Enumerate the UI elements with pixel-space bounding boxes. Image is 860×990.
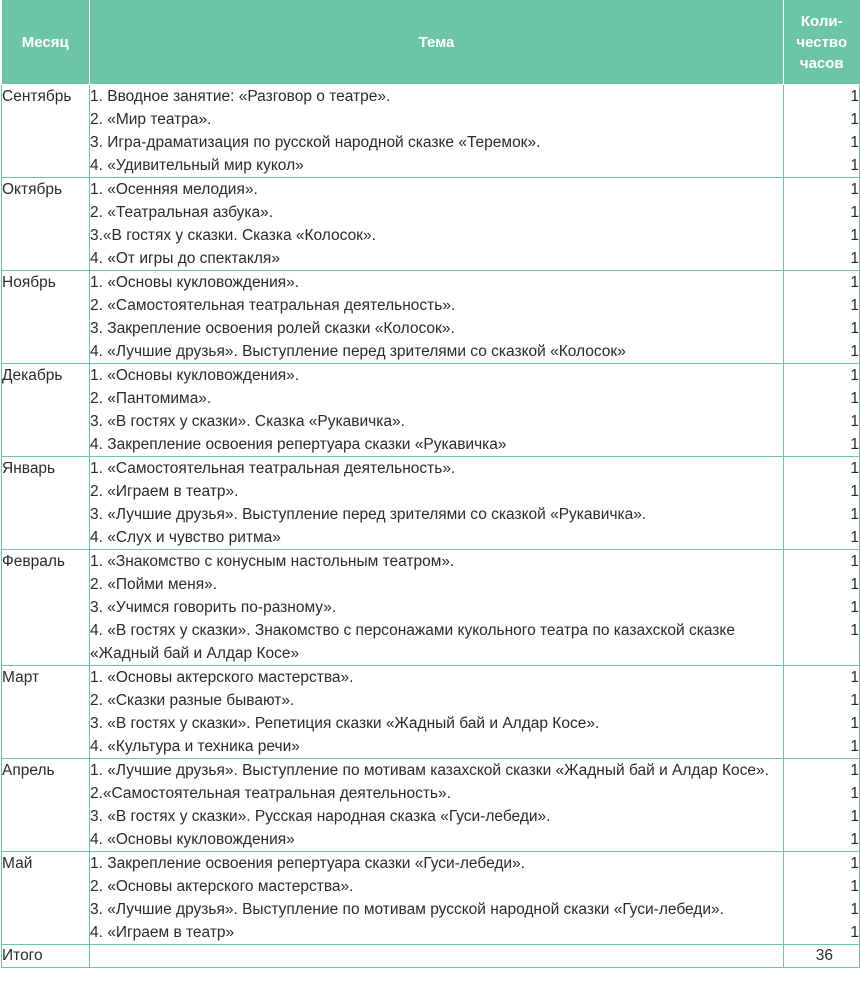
table-row xyxy=(2,666,860,759)
table-row xyxy=(2,364,860,457)
topic-line: 1. «Основы кукловождения». xyxy=(90,367,300,384)
topic-line: 2. «Сказки разные бывают». xyxy=(90,692,295,709)
hours-value: 1 xyxy=(850,181,859,198)
table-row xyxy=(2,178,860,271)
topic-line: 4. «Удивительный мир кукол» xyxy=(90,157,304,174)
topic-line: 2. «Пантомима». xyxy=(90,390,212,407)
hours-value: 1 xyxy=(850,529,859,546)
table-row xyxy=(2,457,860,550)
topic-line: 4. «Слух и чувство ритма» xyxy=(90,529,281,546)
hours-cell xyxy=(784,85,860,178)
hours-value: 1 xyxy=(850,297,859,314)
hours-value: 1 xyxy=(850,506,859,523)
hours-cell xyxy=(784,457,860,550)
month-cell: Ноябрь xyxy=(2,271,90,364)
topic-line: 1. Закрепление освоения репертуара сказки «Гуси-лебеди». xyxy=(90,855,525,872)
lesson-plan-table xyxy=(1,0,860,968)
hours-cell xyxy=(784,364,860,457)
topics-cell xyxy=(90,178,784,271)
total-hours: 36 xyxy=(784,945,860,968)
topic-line: 3. «В гостях у сказки». Репетиция сказки «Жадный бай и Алдар Косе». xyxy=(90,715,600,732)
month-cell: Февраль xyxy=(2,550,90,666)
hours-value: 1 xyxy=(850,390,859,407)
table-row xyxy=(2,85,860,178)
hours-cell xyxy=(784,759,860,852)
topic-line: 1. «Знакомство с конусным настольным театром». xyxy=(90,553,455,570)
hours-value: 1 xyxy=(850,738,859,755)
hours-value: 1 xyxy=(850,808,859,825)
topics-cell xyxy=(90,364,784,457)
topic-line: 1. Вводное занятие: «Разговор о театре». xyxy=(90,88,391,105)
table-header xyxy=(2,0,860,85)
table-row xyxy=(2,759,860,852)
topics-cell xyxy=(90,852,784,945)
table-row xyxy=(2,550,860,666)
hours-value: 1 xyxy=(850,553,859,570)
hours-value: 1 xyxy=(850,622,859,639)
hours-value: 1 xyxy=(850,250,859,267)
hours-value: 1 xyxy=(850,669,859,686)
topic-line: 2.«Самостоятельная театральная деятельность». xyxy=(90,785,451,802)
hours-value: 1 xyxy=(850,88,859,105)
topic-line: 1. «Основы актерского мастерства». xyxy=(90,669,354,686)
topic-line: 2. «Мир театра». xyxy=(90,111,212,128)
hours-value: 1 xyxy=(850,483,859,500)
month-cell: Май xyxy=(2,852,90,945)
hours-value: 1 xyxy=(850,320,859,337)
hours-value: 1 xyxy=(850,157,859,174)
topic-line: 1. «Осенняя мелодия». xyxy=(90,181,258,198)
hours-value: 1 xyxy=(850,785,859,802)
hours-cell xyxy=(784,178,860,271)
topics-cell xyxy=(90,550,784,666)
topic-line: 3. «Лучшие друзья». Выступление по мотивам русской народной сказки «Гуси-лебеди». xyxy=(90,901,724,918)
hours-value: 1 xyxy=(850,111,859,128)
hours-value: 1 xyxy=(850,134,859,151)
topic-line: 4. «Культура и техника речи» xyxy=(90,738,300,755)
topic-line: 4. «От игры до спектакля» xyxy=(90,250,280,267)
table-body xyxy=(2,85,860,945)
hours-value: 1 xyxy=(850,413,859,430)
hours-cell xyxy=(784,271,860,364)
topic-line: 1. «Лучшие друзья». Выступление по мотивам казахской сказки «Жадный бай и Алдар Косе». xyxy=(90,762,769,779)
topic-line: 3.«В гостях у сказки. Сказка «Колосок». xyxy=(90,227,376,244)
topics-cell xyxy=(90,85,784,178)
hours-cell xyxy=(784,852,860,945)
topic-line: 2. «Играем в театр». xyxy=(90,483,239,500)
month-cell: Март xyxy=(2,666,90,759)
topic-line: 2. «Театральная азбука». xyxy=(90,204,274,221)
topic-line: 2. «Самостоятельная театральная деятельность». xyxy=(90,297,456,314)
month-cell: Сентябрь xyxy=(2,85,90,178)
topic-line: 4. «В гостях у сказки». Знакомство с персонажами кукольного театра по казахской сказке «Жадный бай и Алдар Косе» xyxy=(90,622,735,662)
header-topic: Тема xyxy=(90,0,784,85)
header-hours-line: часов xyxy=(799,54,844,72)
topic-line: 1. «Основы кукловождения». xyxy=(90,274,300,291)
month-cell: Октябрь xyxy=(2,178,90,271)
topic-line: 2. «Пойми меня». xyxy=(90,576,218,593)
hours-value: 1 xyxy=(850,343,859,360)
topic-line: 3. Игра-драматизация по русской народной сказке «Теремок». xyxy=(90,134,541,151)
topic-line: 3. Закрепление освоения ролей сказки «Колосок». xyxy=(90,320,455,337)
total-topic xyxy=(90,945,784,968)
hours-value: 1 xyxy=(850,367,859,384)
header-hours-line: чество xyxy=(796,33,848,51)
hours-value: 1 xyxy=(850,878,859,895)
hours-value: 1 xyxy=(850,436,859,453)
month-cell: Декабрь xyxy=(2,364,90,457)
topic-line: 1. «Самостоятельная театральная деятельность». xyxy=(90,460,456,477)
topic-line: 4. «Основы кукловождения» xyxy=(90,831,295,848)
hours-value: 1 xyxy=(850,924,859,941)
header-row xyxy=(2,0,860,85)
total-row xyxy=(2,945,860,968)
topics-cell xyxy=(90,666,784,759)
hours-value: 1 xyxy=(850,204,859,221)
header-month: Месяц xyxy=(2,0,90,85)
topic-line: 3. «Лучшие друзья». Выступление перед зрителями со сказкой «Рукавичка». xyxy=(90,506,647,523)
topic-line: 4. Закрепление освоения репертуара сказки «Рукавичка» xyxy=(90,436,507,453)
header-hours xyxy=(784,0,860,85)
hours-value: 1 xyxy=(850,762,859,779)
table-footer xyxy=(2,945,860,968)
table-row xyxy=(2,852,860,945)
hours-cell xyxy=(784,550,860,666)
hours-value: 1 xyxy=(850,715,859,732)
hours-value: 1 xyxy=(850,460,859,477)
topics-cell xyxy=(90,457,784,550)
topic-line: 3. «В гостях у сказки». Русская народная сказка «Гуси-лебеди». xyxy=(90,808,551,825)
hours-value: 1 xyxy=(850,692,859,709)
hours-value: 1 xyxy=(850,901,859,918)
topic-line: 4. «Играем в театр» xyxy=(90,924,235,941)
total-label: Итого xyxy=(2,945,90,968)
topics-cell xyxy=(90,271,784,364)
hours-value: 1 xyxy=(850,576,859,593)
hours-value: 1 xyxy=(850,227,859,244)
topic-line: 4. «Лучшие друзья». Выступление перед зрителями со сказкой «Колосок» xyxy=(90,343,626,360)
hours-cell xyxy=(784,666,860,759)
hours-value: 1 xyxy=(850,274,859,291)
month-cell: Январь xyxy=(2,457,90,550)
table-row xyxy=(2,271,860,364)
month-cell: Апрель xyxy=(2,759,90,852)
topic-line: 2. «Основы актерского мастерства». xyxy=(90,878,354,895)
topic-line: 3. «Учимся говорить по-разному». xyxy=(90,599,337,616)
hours-value: 1 xyxy=(850,855,859,872)
topic-line: 3. «В гостях у сказки». Сказка «Рукавичка». xyxy=(90,413,405,430)
topics-cell xyxy=(90,759,784,852)
hours-value: 1 xyxy=(850,599,859,616)
header-hours-line: Коли- xyxy=(800,12,843,30)
hours-value: 1 xyxy=(850,831,859,848)
